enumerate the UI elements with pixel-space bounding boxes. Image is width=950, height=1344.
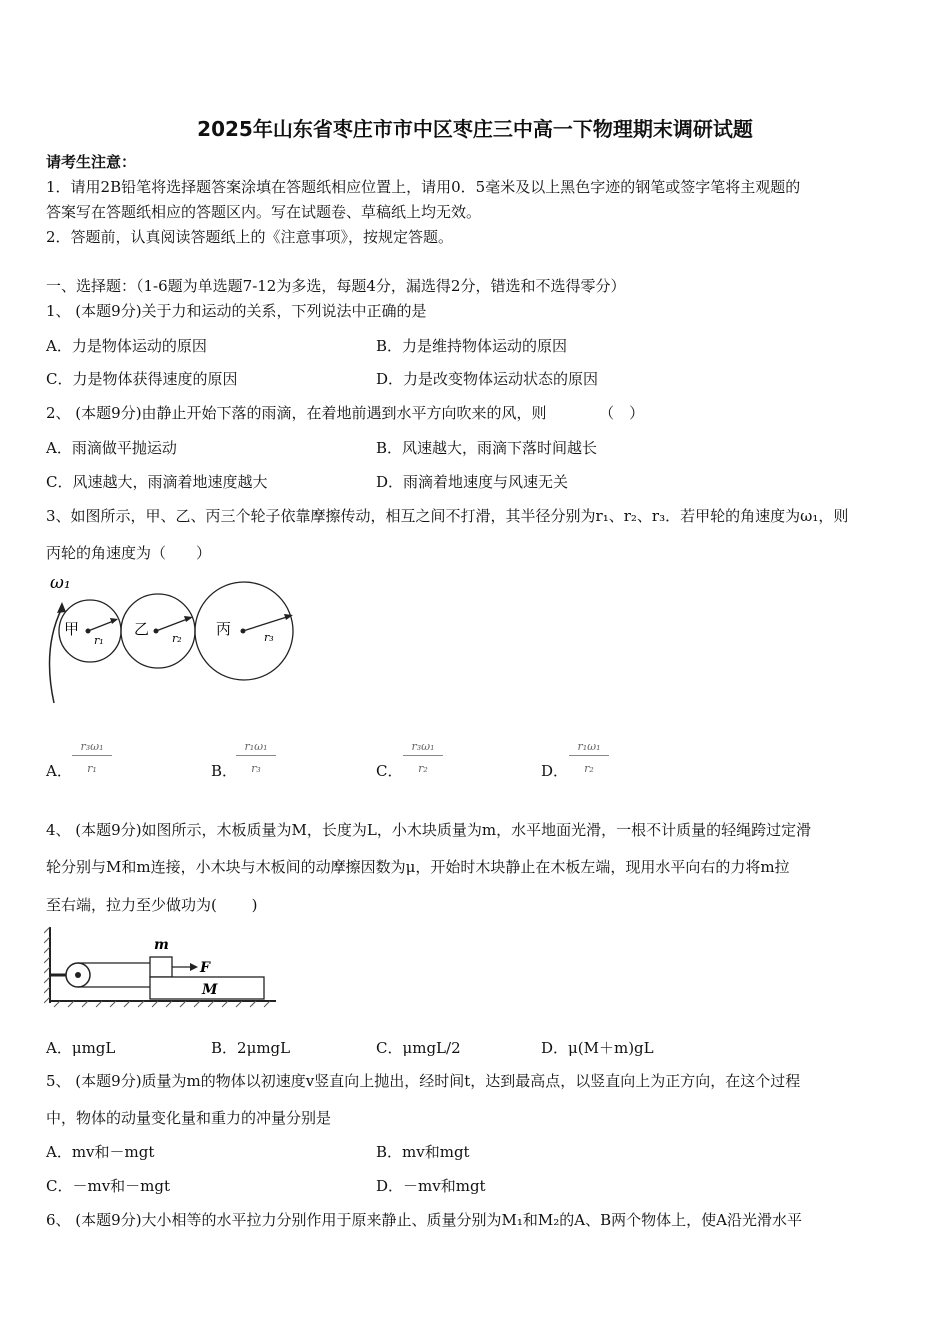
q3-option-a-fraction — [72, 740, 112, 775]
notice-line-2: 2．答题前，认真阅读答题纸上的《注意事项》，按规定答题。 — [46, 228, 454, 246]
q3-d-numerator: r₁ω₁ — [569, 740, 609, 756]
q2-option-b: B．风速越大，雨滴下落时间越长 — [376, 439, 598, 457]
page-title: 2025年山东省枣庄市市中区枣庄三中高一下物理期末调研试题 — [197, 117, 753, 141]
q3-a-denominator: r₁ — [87, 762, 97, 775]
section-heading: 一、选择题：（1-6题为单选题7-12为多选，每题4分，漏选得2分，错选和不选得零分） — [46, 277, 626, 295]
q4-stem-3: 至右端，拉力至少做功为( ) — [46, 896, 258, 914]
notice-line-1a: 1．请用2B铅笔将选择题答案涂填在答题纸相应位置上，请用0．5毫米及以上黑色字迹的钢笔或签字笔将主观题的 — [46, 178, 801, 196]
q3-option-a: A． — [46, 762, 72, 780]
wheels-figure — [38, 568, 308, 708]
q5-option-c: C．－mv和－mgt — [46, 1177, 171, 1195]
wheel-label-bing: 丙 — [216, 620, 232, 638]
wheel-label-jia: 甲 — [64, 620, 80, 638]
notice-heading: 请考生注意： — [46, 153, 137, 171]
rotation-arrow-icon — [57, 602, 66, 613]
q5-option-b: B．mv和mgt — [376, 1143, 470, 1161]
q5-option-a: A．mv和－mgt — [46, 1143, 155, 1161]
q1-option-c: C．力是物体获得速度的原因 — [46, 370, 238, 388]
q4-stem-2: 轮分别与M和m连接，小木块与木板间的动摩擦因数为μ，开始时木块静止在木板左端，现用水平向右的力将m拉 — [46, 858, 790, 876]
radius-label-2: r₂ — [172, 632, 182, 645]
q4-option-c: C．μmgL/2 — [376, 1039, 461, 1057]
q3-a-numerator: r₃ω₁ — [72, 740, 112, 756]
q3-c-numerator: r₃ω₁ — [403, 740, 443, 756]
q3-option-b: B． — [211, 762, 238, 780]
q4-stem-1: 4、 (本题9分)如图所示，木板质量为M，长度为L，小木块质量为m，水平地面光滑，一根不计质量的轻绳跨过定滑 — [46, 821, 812, 839]
radius-label-1: r₁ — [94, 634, 104, 647]
q3-option-d-fraction — [569, 740, 609, 775]
q6-stem-1: 6、 (本题9分)大小相等的水平拉力分别作用于原来静止、质量分别为M₁和M₂的A、B两个物体上，使A沿光滑水平 — [46, 1211, 802, 1229]
q4-option-a: A．μmgL — [46, 1039, 116, 1057]
q1-stem: 1、 (本题9分)关于力和运动的关系，下列说法中正确的是 — [46, 302, 427, 320]
q3-b-numerator: r₁ω₁ — [236, 740, 276, 756]
q2-stem: 2、 (本题9分)由静止开始下落的雨滴，在着地前遇到水平方向吹来的风，则 （ ） — [46, 404, 645, 422]
q3-stem-1: 3、如图所示，甲、乙、丙三个轮子依靠摩擦传动，相互之间不打滑，其半径分别为r₁、r₂、r₃．若甲轮的角速度为ω₁，则 — [46, 507, 849, 525]
q3-c-denominator: r₂ — [418, 762, 428, 775]
q3-option-b-fraction — [236, 740, 276, 775]
q2-option-a: A．雨滴做平抛运动 — [46, 439, 177, 457]
q4-option-b: B．2μmgL — [211, 1039, 291, 1057]
q5-stem-2: 中，物体的动量变化量和重力的冲量分别是 — [46, 1109, 332, 1127]
fig-label-F: F — [200, 960, 210, 976]
block-m — [150, 957, 172, 977]
q2-option-c: C．风速越大，雨滴着地速度越大 — [46, 473, 268, 491]
q2-option-d: D．雨滴着地速度与风速无关 — [376, 473, 569, 491]
q1-option-a: A．力是物体运动的原因 — [46, 337, 207, 355]
fig-label-M: M — [202, 982, 218, 998]
q5-stem-1: 5、 (本题9分)质量为m的物体以初速度v竖直向上抛出，经时间t，达到最高点，以竖直向上为正方向，在这个过程 — [46, 1072, 801, 1090]
q3-d-denominator: r₂ — [584, 762, 594, 775]
fig-label-m: m — [154, 937, 169, 953]
omega-label: ω₁ — [50, 573, 71, 593]
wheel-label-yi: 乙 — [134, 620, 150, 638]
pulley-figure — [44, 925, 284, 1015]
radius-label-3: r₃ — [264, 631, 274, 644]
q3-stem-2: 丙轮的角速度为（ ） — [46, 544, 212, 562]
q3-b-denominator: r₃ — [251, 762, 261, 775]
q3-option-d: D． — [541, 762, 569, 780]
q1-option-d: D．力是改变物体运动状态的原因 — [376, 370, 599, 388]
notice-line-1b: 答案写在答题纸相应的答题区内。写在试题卷、草稿纸上均无效。 — [46, 203, 482, 221]
q5-option-d: D．－mv和mgt — [376, 1177, 486, 1195]
force-arrow-icon — [190, 963, 198, 971]
q1-option-b: B．力是维持物体运动的原因 — [376, 337, 568, 355]
q4-option-d: D．μ(M＋m)gL — [541, 1039, 654, 1057]
q3-option-c: C． — [376, 762, 403, 780]
q3-option-c-fraction — [403, 740, 443, 775]
